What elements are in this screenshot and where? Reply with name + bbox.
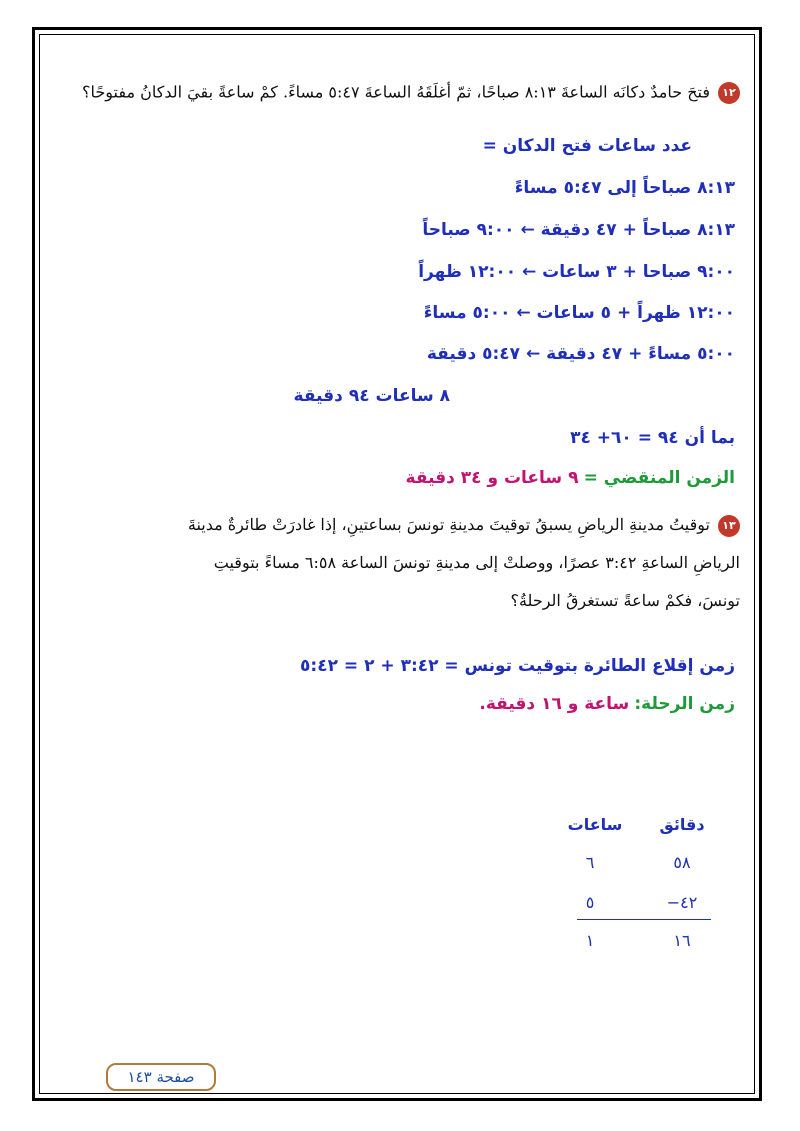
solution-line-4: ٩:٠٠ صباحا + ٣ ساعات ← ١٢:٠٠ ظهراً — [418, 262, 735, 282]
question-13-line-3: تونسَ، فكمْ ساعةً تستغرقُ الرحلةُ؟ — [510, 591, 740, 610]
solution-line-7: ٨ ساعات ٩٤ دقيقة — [293, 386, 450, 406]
answer-label: الزمن المنقضي = — [583, 468, 735, 488]
flight-label: زمن الرحلة: — [634, 694, 735, 714]
question-number-badge: ١٣ — [718, 515, 740, 537]
question-13-text-1: توقيتُ مدينةِ الرياضِ يسبقُ توقيتَ مدينةِ تونسَ بساعتينِ، إذا غادرَتْ طائرةٌ مدينةَ — [187, 515, 710, 534]
page-label: صفحة — [156, 1068, 195, 1086]
minutes-row-2: ٤٢− — [666, 893, 698, 912]
question-12 — [82, 82, 740, 104]
takeoff-time-line: زمن إقلاع الطائرة بتوقيت تونس = ٣:٤٢ + ٢ = ٥:٤٢ — [300, 656, 735, 676]
flight-duration-answer — [479, 694, 735, 714]
header-hours: ساعات — [567, 815, 623, 834]
page-number: ١٤٣ — [127, 1068, 152, 1086]
minutes-result: ١٦ — [673, 931, 691, 950]
solution-line-6: ٥:٠٠ مساءً + ٤٧ دقيقة ← ٥:٤٧ دقيقة — [426, 344, 735, 364]
subtraction-rule — [577, 919, 711, 920]
solution-line-3: ٨:١٣ صباحاً + ٤٧ دقيقة ← ٩:٠٠ صباحاً — [422, 220, 735, 240]
flight-value: ساعة و ١٦ دقيقة. — [479, 694, 630, 714]
question-12-text: فتحَ حامدٌ دكانَه الساعةَ ٨:١٣ صباحًا، ثمّ أغلَقَهُ الساعةَ ٥:٤٧ مساءً. كمْ ساعةً بقيَ الدكانُ مفتوحًا؟ — [82, 82, 710, 102]
solution-line-1: عدد ساعات فتح الدكان = — [482, 136, 692, 156]
hours-row-1: ٦ — [585, 853, 595, 872]
header-minutes: دقائق — [659, 815, 705, 834]
question-number-badge: ١٢ — [718, 82, 740, 104]
hours-result: ١ — [585, 931, 595, 950]
question-13-line-2: الرياضِ الساعةِ ٣:٤٢ عصرًا، ووصلتْ إلى مدينةِ تونسَ الساعة ٦:٥٨ مساءً بتوقيتِ — [213, 553, 740, 572]
solution-line-5: ١٢:٠٠ ظهراً + ٥ ساعات ← ٥:٠٠ مساءً — [423, 303, 735, 323]
elapsed-time-answer — [406, 468, 735, 488]
solution-line-8: بما أن ٩٤ = ٦٠+ ٣٤ — [570, 428, 735, 448]
question-13-line-1 — [188, 508, 740, 541]
hours-row-2: ٥ — [585, 893, 595, 912]
minutes-row-1: ٥٨ — [673, 853, 691, 872]
answer-value: ٩ ساعات و ٣٤ دقيقة — [405, 468, 579, 488]
page-number-box — [106, 1063, 216, 1091]
solution-line-2: ٨:١٣ صباحاً إلى ٥:٤٧ مساءً — [514, 178, 735, 198]
